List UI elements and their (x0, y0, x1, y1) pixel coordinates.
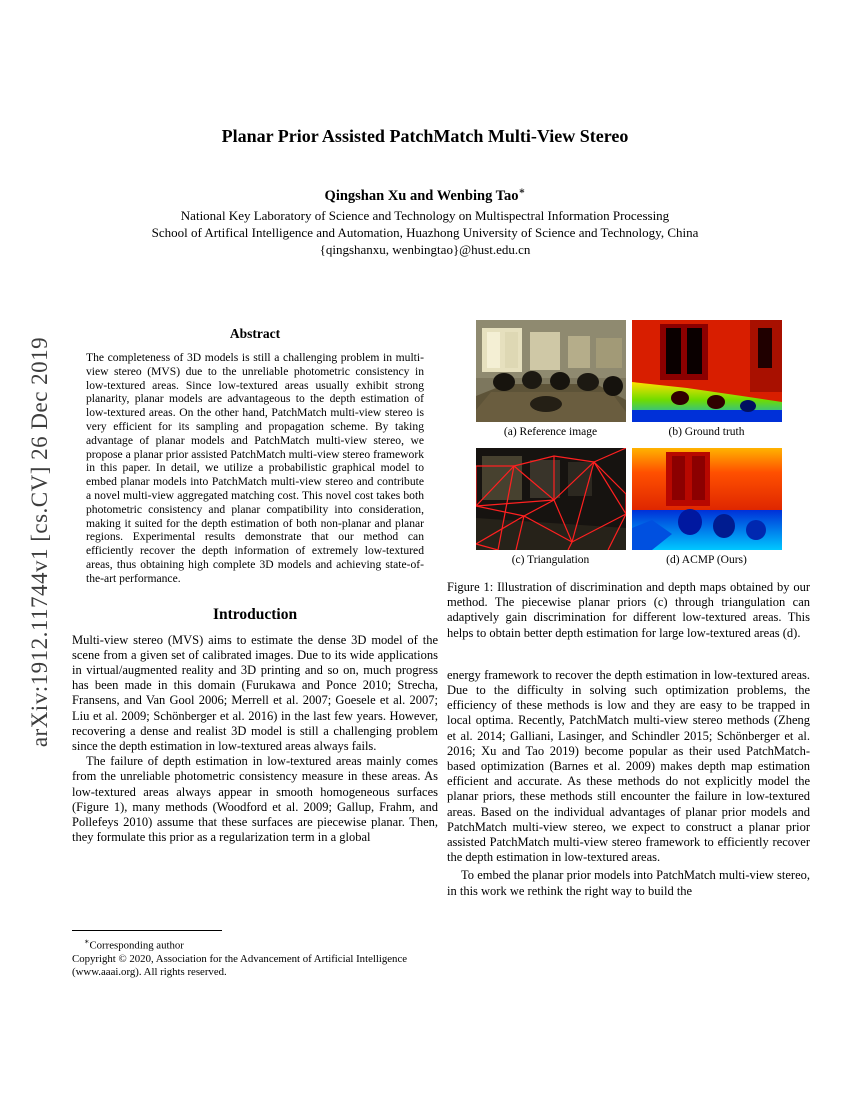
figure-image-triangulation (476, 448, 626, 550)
right-column (447, 320, 810, 899)
figure-image-ground-truth (632, 320, 782, 422)
intro-paragraph-2: The failure of depth estimation in low-textured areas mainly comes from the unreliable photometric consistency measure in these areas. As low-textured areas always appear in smooth homogeneous surfaces (Figure 1), many methods (Woodford et al. 2009; Gallup, Frahm, and Pollefeys 2010) assume that these surfaces are piecewise planar. Then, they formulate this prior as a regularization term in a global (72, 754, 438, 845)
footnote-copyright: Copyright © 2020, Association for the Advancement of Artificial Intelligence (www.aaai.org). All rights reserved. (72, 952, 408, 978)
footnote-asterisk: ∗ (84, 937, 90, 946)
right-paragraph-1: energy framework to recover the depth estimation in low-textured areas. Due to the difficulty in solving such optimization problems, the efficiency of these methods is low and they are easy to be trapped in local optima. Recently, PatchMatch multi-view stereo methods (Zheng et al. 2014; Galliani, Lasinger, and Schindler 2015; Schönberger et al. 2016; Xu and Tao 2019) become popular as their used PatchMatch-based optimization (Barnes et al. 2009) makes depth map estimation efficient and accurate. As these methods do not explicitly model the planar priors, these methods still encounter the failure in low-textured areas. Based on the individual advantages of planar prior models and PatchMatch multi-view stereo, we expect to construct a planar prior assisted PatchMatch multi-view stereo framework to efficiently recover the depth estimation in low-textured areas. (447, 667, 810, 865)
author-asterisk: ∗ (518, 186, 526, 197)
figure-subcaption-c: (c) Triangulation (511, 554, 590, 566)
footnote-rule (72, 930, 222, 931)
figure-1 (476, 320, 782, 576)
figure-image-reference (476, 320, 626, 422)
figure-caption: Figure 1: Illustration of discrimination and depth maps obtained by our method. The piecewise planar priors (c) through triangulation can adaptively gain discrimination for different low-textured areas. This helps to obtain better depth estimation for large low-textured areas (d). (447, 580, 810, 640)
figure-cell-c (476, 448, 626, 576)
footnote-corresponding-author (72, 935, 438, 953)
figure-cell-d (632, 448, 782, 576)
affiliation-line-2: School of Artifical Intelligence and Automation, Huazhong University of Science and Technology, China (151, 225, 699, 240)
figure-subcaption-d: (d) ACMP (Ours) (666, 554, 747, 566)
arxiv-watermark: arXiv:1912.11744v1 [cs.CV] 26 Dec 2019 (27, 336, 52, 748)
affiliation-line-1: National Key Laboratory of Science and Technology on Multispectral Information Processing (180, 208, 670, 223)
abstract-heading: Abstract (229, 326, 281, 341)
intro-paragraph-1: Multi-view stereo (MVS) aims to estimate the dense 3D model of the scene from a given set of calibrated images. Due to its wide applications in virtual/augmented reality and 3D printing and so on, much progress has been made in this domain (Furukawa and Ponce 2010; Strecha, Fransens, and Van Gool 2006; Merrell et al. 2007; Goesele et al. 2007; Liu et al. 2009; Schönberger et al. 2016) in the last few years. However, recovering a dense and realist 3D model is still a challenging problem since the depth estimation in low-textured areas always fails. (72, 632, 438, 753)
authors-names: Qingshan Xu and Wenbing Tao (324, 187, 519, 204)
right-paragraph-2: To embed the planar prior models into PatchMatch multi-view stereo, in this work we rethink the right way to build the (447, 868, 810, 898)
authors-line (0, 186, 850, 205)
footnote-block (72, 930, 438, 979)
figure-subcaption-a: (a) Reference image (503, 426, 598, 438)
left-column (72, 320, 438, 845)
figure-cell-a (476, 320, 626, 448)
footnote-corresponding-author-text: Corresponding author (89, 939, 184, 952)
author-email: {qingshanxu, wenbingtao}@hust.edu.cn (319, 242, 531, 257)
abstract-text: The completeness of 3D models is still a challenging problem in multi-view stereo (MVS) due to the unreliable photometric consistency in low-textured areas. Since low-textured areas usually exhibit strong planarity, planar models are advantageous to the depth estimation of low-textured areas. On the other hand, PatchMatch multi-view stereo is very efficient for its sampling and propagation scheme. By taking advantage of planar models and PatchMatch multi-view stereo, we propose a planar prior assisted PatchMatch multi-view stereo framework in this paper. In detail, we utilize a probabilistic graphical model to embed planar models into PatchMatch multi-view stereo and contribute a novel multi-view aggregated matching cost. This novel cost takes both photometric consistency and planar compatibility into consideration, making it suited for the depth estimation of both non-planar and planar regions. Experimental results demonstrate that our method can efficiently recover the depth information of extremely low-textured areas, thus obtaining high complete 3D models and achieving state-of-the-art performance. (86, 351, 424, 585)
page-title: Planar Prior Assisted PatchMatch Multi-View Stereo (221, 126, 629, 146)
figure-subcaption-b: (b) Ground truth (668, 426, 745, 438)
figure-image-acmp-depth (632, 448, 782, 550)
figure-cell-b (632, 320, 782, 448)
introduction-heading: Introduction (212, 605, 298, 623)
affiliation-block (0, 207, 850, 258)
